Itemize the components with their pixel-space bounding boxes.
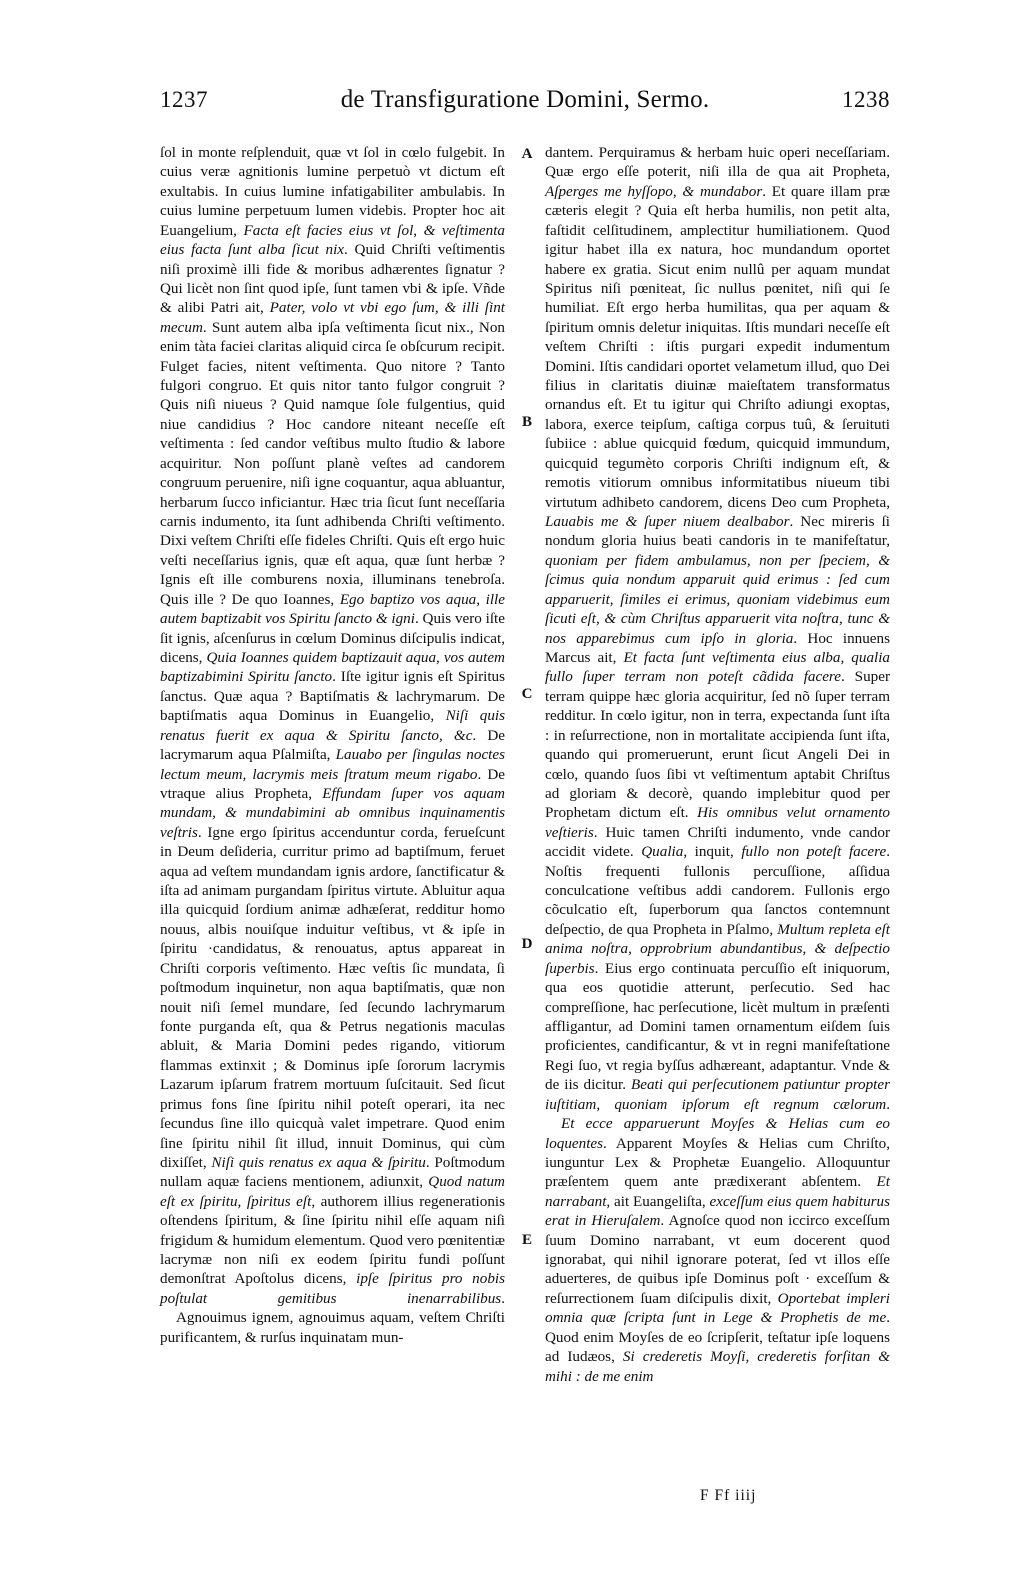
body-text: . Et quare illam præ cæteris elegit ? Quia eſt herba humilis, non petit alta, faſtidit celſitudinem, amplectitur humiliationem. Quod igitur habet illa ex natura, hoc mundandum oportet habere ex gratia. Sicut enim nullû per aquam mundat Spiritus niſi pœniteat, ſic nullus pœnitet, niſi qui ſe humiliat. Eſt ergo herba humilitas, qua per aquam & ſpiritum omnis deletur iniquitas. Iſtis mundari neceſſe eſt veſtem Chriſti : iſtis purgari expedit indumentum Domini. Iſtis candidari oportet velametum illud, quo Dei filius in claritatis diuinæ maieſtatem transformatus ornandus eſt. Et tu igitur qui Chriſto adiungi exoptas, labora, exerce teipſum, caſtiga corpus tuû, & ſeruituti ſubiice : ablue quicquid fœdum, quicquid immundum, quicquid tegumèto corporis Chriſti indignum eſt, & remotis vitiorum omnibus informitatibus niueum tibi virtutum adhibeto candorem, dicens Deo cum Propheta, [545,182,890,511]
scripture-quotation: Si crederetis Moyſi, crederetis forſitan & mihi : de me enim [545,1348,891,1385]
scripture-quotation: Pater, volo vt vbi ego ſum, & illi ſint mecum [160,299,505,336]
paragraph [545,1114,890,1386]
body-text: . Huic tamen Chriſti indumento, vnde candor accidit videte. [545,823,890,861]
body-text: . Igne ergo ſpiritus accenduntur corda, ferueſcunt in Deum deſideria, curritur primo ad baptiſmum, feruet aqua ad veſtem mundandam ignis ardore, ſanctificatur & iſta ad animam purgandam ſpiritus virtute. Abluitur aqua illa quicquid ſordium animæ adhæſerat, redditur homo nouus, albis nouiſque induitur veſtibus, vt & ipſe in ſpiritu ·candidatus, & renouatus, aptus appareat in Chriſti corporis veſtimento. Hæc veſtis ſic mundata, ſi poſtmodum inquinetur, non aqua baptiſmatis, quæ non nouit niſi ſemel mundare, ſed ſecundo lachrymarum fonte purganda eſt, qua & Petrus negationis maculas abluit, & Maria Domini pedes rigando, vitiorum flammas extinxit ; & Dominus ipſe ſororum lacrymis Lazarum ipſarum fratrem mortuum ſuſcitauit. Sed ſicut primus fons ſine ſpiritu nihil poteſt operari, ita nec ſecundus ſine illo quicquà valet impetrare. Quod enim ſine ſpiritu nihil ſit illud, innuit Dominus, qui cùm dixiſſet, [160,823,505,1171]
body-text: ſol in monte reſplenduit, quæ vt ſol in cœlo fulgebit. In cuius veræ agnitionis lumine perpetuò vt dictum eſt exultabis. In cuius lumine infatigabiliter ambulabis. In cuius lumine perpetuum lumen videbis. Propter hoc ait Euangelium, [160,144,505,239]
scripture-quotation: Quia Ioannes quidem baptizauit aqua, vos autem baptizabimini Spiritu ſancto [160,648,505,686]
text-column-left [160,143,505,1347]
folio-number-left: 1237 [160,87,208,112]
body-text: . Poſtmodum nullam aquæ faciens mentionem, adiunxit, [160,1153,505,1191]
body-text: , authorem illius regenerationis oſtendens ſpiritum, & ſine ſpiritu nihil eſſe aquam niſi frigidum & humidum elementum. Quod vero pœnitentiæ lacrymæ non niſi ex eodem ſpiritu fundi poſſunt demonſtrat Apoſtolus dicens, [160,1192,505,1288]
scripture-quotation: Multum repleta eſt anima noſtra, opprobrium abundantibus, & deſpectio ſuperbis [545,920,890,977]
scripture-quotation: Et ecce apparuerunt Moyſes & Helias cum eo loquentes [545,1115,890,1152]
body-text: . [886,1095,890,1113]
scripture-quotation: ipſe ſpiritus pro nobis poſtulat gemitibus inenarrabilibus [160,1270,505,1307]
body-text: , inquit, [683,843,742,861]
scripture-quotation: Facta eſt facies eius vt ſol, & veſtimenta eius facta ſunt alba ſicut nix [160,221,506,259]
scripture-quotation: Ego baptizo vos aqua, ille autem baptizabit vos Spiritu ſancto & igni [160,590,505,628]
scripture-quotation: Beati qui perſecutionem patiuntur propter iuſtitiam, quoniam ipſorum eſt regnum cælorum [545,1076,890,1113]
body-text: . Agnoſce quod non iccirco exceſſum ſuum Domino narrabant, vt eum docerent quod ignorabat, qui nihil ignorare poterat, ſed vt illos eſſe aduerteres, de quibus ipſe Dominus poſt · exceſſum & reſurrectionem ſuam diſcipulis dixit, [545,1212,890,1307]
body-text: . Eius ergo continuata percuſſio eſt iniquorum, qua eos quotidie atterunt, perſecutio. Sed hac compreſſione, hac perſecutione, licèt multum in præſenti affligantur, ad Domini tamen ornamentum eiſdem ſuis proficientes, candificantur, & vt in regni manifeſtatione Regi ſuo, vt regia byſſus adhæreant, adaptantur. Vnde & de iis dicitur. [545,959,890,1094]
body-text: . Quod enim Moyſes de eo ſcripſerit, teſtatur ipſe loquens ad Iudæos, [545,1309,890,1366]
scripture-quotation: Et facta ſunt veſtimenta eius alba, qualia fullo ſuper terram non poteſt cãdida facere [545,648,890,686]
marginal-letter-e: E [521,1232,532,1248]
folio-number-right: 1238 [842,87,890,112]
body-text: . Noſtis frequenti fullonis percuſſione, aſſidua conculcatione veſtibus addi candorem. Fullonis ergo cõculcatio eſt, ſuperborum qua ſanctos contemnunt deſpectio, de qua Propheta in Pſalmo, [545,843,891,938]
scripture-quotation: Oportebat impleri omnia quæ ſcripta ſunt in Lege & Prophetis de me [545,1289,890,1327]
scripture-quotation: Effundam ſuper vos aquam mundam, & mundabimini ab omnibus inquinamentis veſtris [160,784,505,841]
marginal-letter-d: D [521,936,533,952]
body-text: . De lacrymarum aqua Pſalmiſta, [160,726,505,764]
scripture-quotation: Niſi quis renatus fuerit ex aqua & Spiritu ſancto, &c [160,707,505,744]
body-text: , ait Euangeliſta, [606,1192,710,1210]
running-head [160,86,890,120]
body-text: . Iſte igitur ignis eſt Spiritus ſanctus. Quæ aqua ? Baptiſmatis & lachrymarum. De baptiſmatis aqua Dominus in Euangelio, [160,668,505,725]
body-text: . Quid Chriſti veſtimentis niſi proximè illi fide & moribus adhærentes ſignatur ? Qui licèt non ſint quod ipſe, ſunt tamen vbi & ipſe. Vñde & alibi Patri ait, [160,241,506,317]
scripture-quotation: Quod natum eſt ex ſpiritu, ſpiritus eſt [160,1173,505,1210]
body-text: . Sunt autem alba ipſa veſtimenta ſicut nix., Non enim tàta faciei claritas aliquid circa ſe obſcurum recipit. Fulget facies, nitent veſtimenta. Quo nitore ? Tanto fulgori congruo. Et quis nitor tanto fulgor congruit ? Quis niſi niueus ? Quid namque ſole fulgentius, quid niue candidius ? Hoc candore niteant neceſſe eſt veſtimenta : ſed candor veſtibus multo ſtudio & labore acquiritur. Non poſſunt planè veſtes ad candorem congruum peruenire, niſi igne coquantur, aqua abluantur, herbarum ſucco inficiantur. Hæc tria ſicut ſunt neceſſaria carnis indumento, ita ſunt adhibenda Chriſti veſtimento. Dixi veſtem Chriſti eſſe fideles Chriſti. Quis eſt ergo huic veſti neceſſarius ignis, quæ eſt aqua, quæ ſunt herbæ ? Ignis eſt ille comburens noxia, illuminans tenebroſa. Quis ille ? De quo Ioannes, [160,318,505,608]
scripture-quotation: Niſi quis renatus ex aqua & ſpiritu [211,1153,426,1171]
body-text: . Hoc innuens Marcus ait, [545,629,890,666]
scripture-quotation: Lauabo per ſingulas noctes lectum meum, lacrymis meis ſtratum meum rigabo [160,746,505,783]
body-text: . De vtraque alius Propheta, [160,765,505,802]
body-text: . Apparent Moyſes & Helias cum Chriſto, iunguntur Lex & Prophetæ Euangelio. Alloquuntur præſentem quem ante prædixerant abſentem. [545,1134,890,1191]
body-text: . [501,1289,505,1307]
paragraph [160,143,505,1308]
scripture-quotation: Aſperges me hyſſopo, & mundabor [545,182,763,200]
scripture-quotation: quoniam per fidem ambulamus, non per ſpeciem, & ſcimus quia nondum apparuit quid erimus : ſed cum apparuerit, ſimiles ei erimus, quoniam videbimus eum ſicuti eſt, & cùm Chriſtus apparuerit vita noſtra, tunc & nos apparebimus cum ipſo in gloria [545,551,890,647]
scripture-quotation: exceſſum eius quem habiturus erat in Hieruſalem [545,1192,890,1230]
body-text: . Super terram quippe hæc gloria acquiritur, ſed nõ ſuper terram redditur. In cœlo igitur, non in terra, expectanda ſunt iſta : in reſurrectione, non in mortalitate accipienda ſunt iſta, quando qui promeruerunt, erunt ſicut Angeli Dei in cœlo, quando ſuos ſibi vt veſtimentum aptabit Chriſtus ad gloriam & decorè, quando implebitur quod per Prophetam dictum eſt. [545,668,890,822]
body-text: . Quis vero iſte ſit ignis, aſcenſurus in cœlum Dominus diſcipulis indicat, dicens, [160,610,505,666]
marginal-letter-c: C [521,686,533,702]
body-text: Agnouimus ignem, agnouimus aquam, veſtem Chriſti purificantem, & rurſus inquinatam mun- [160,1309,505,1346]
marginal-letter-b: B [521,414,532,430]
body-text: dantem. Perquiramus & herbam huic operi neceſſariam. Quæ ergo eſſe poterit, niſi illa de qua ait Propheta, [545,144,890,181]
scripture-quotation: His omnibus velut ornamento veſtieris [545,804,890,841]
text-column-right [545,143,890,1386]
paragraph [545,143,890,1114]
scripture-quotation: Qualia [641,843,684,861]
signature-mark: F Ff iiij [700,1487,757,1504]
scripture-quotation: Et narrabant [545,1173,890,1210]
running-head-title: de Transfiguratione Domini, Sermo. [340,86,710,113]
body-text: . Nec mireris ſi nondum gloria huius beati candoris in te manifeſtatur, [545,513,890,550]
marginal-letter-a: A [521,146,533,162]
scripture-quotation: Lauabis me & ſuper niuem dealbabor [545,513,790,531]
scripture-quotation: fullo non poteſt facere [741,843,887,861]
paragraph [160,1308,505,1347]
